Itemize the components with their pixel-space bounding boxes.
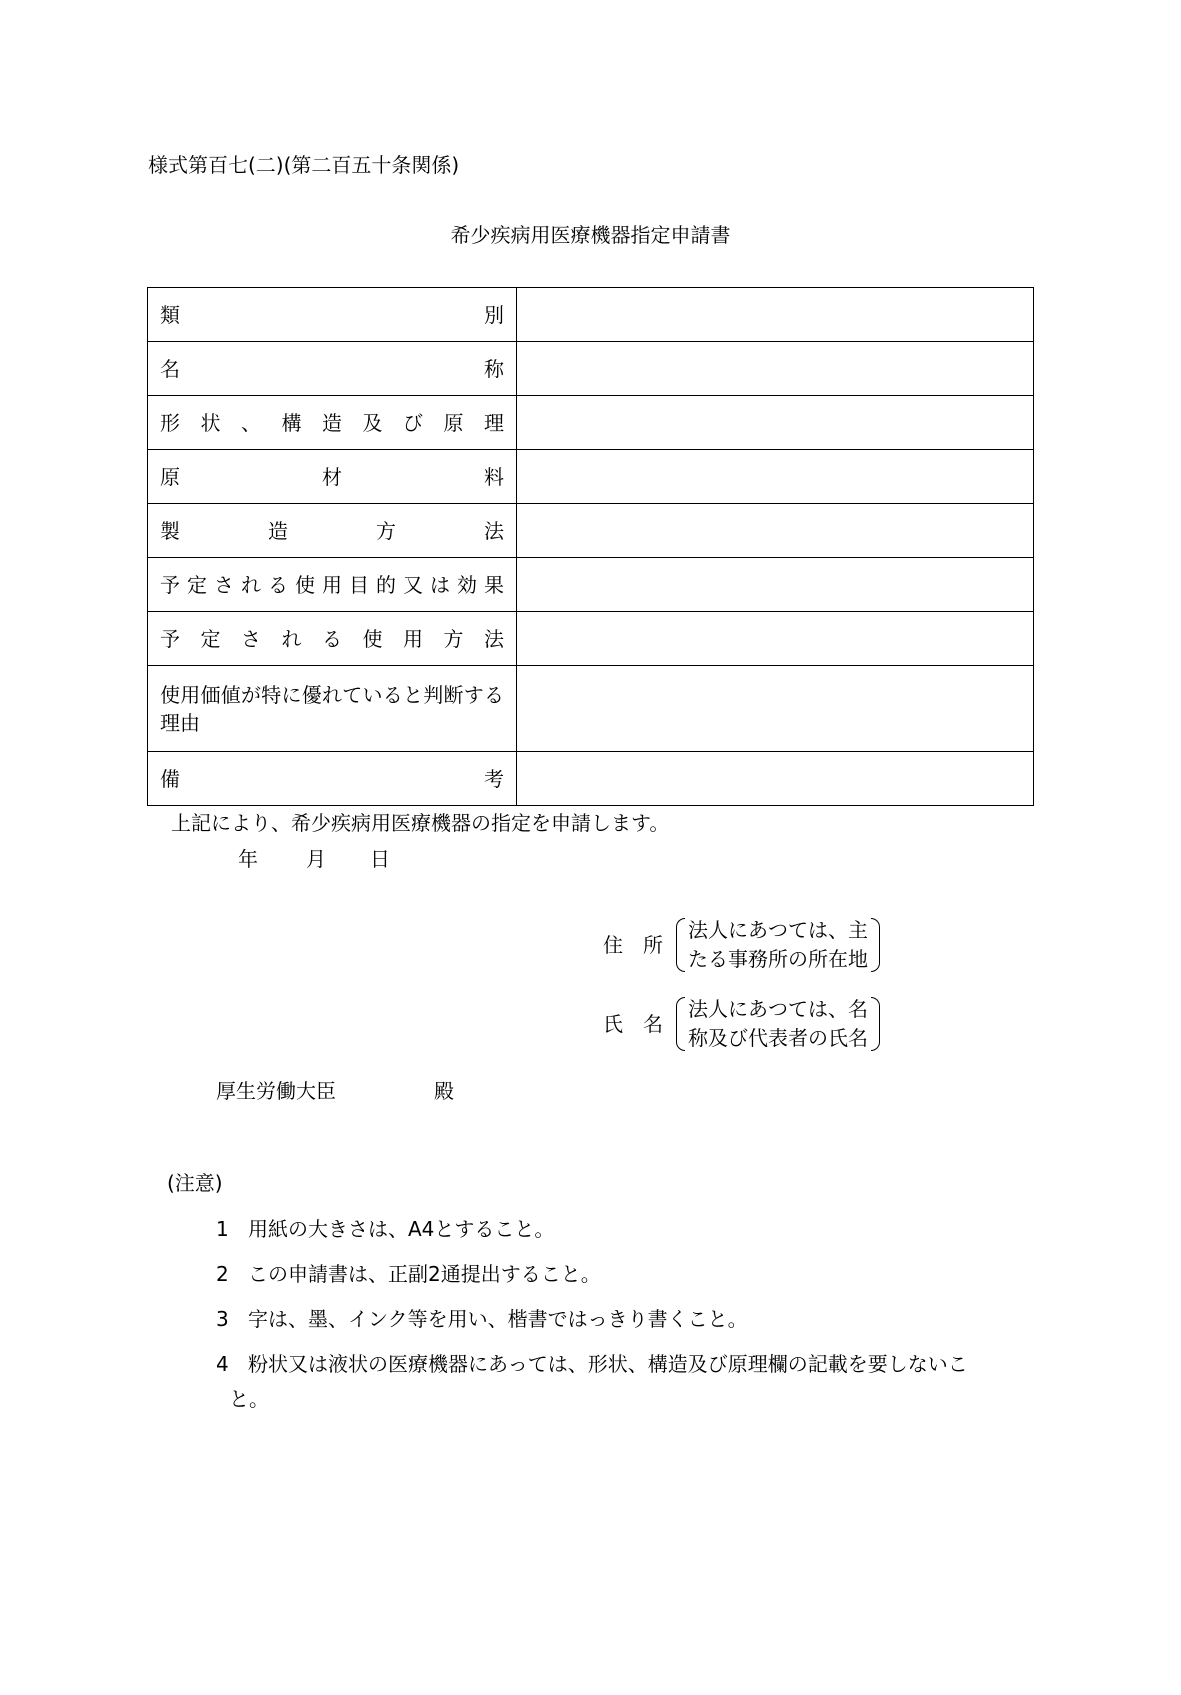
row-value-field[interactable]	[517, 612, 1034, 666]
row-label: 予定される使用方法	[148, 612, 517, 666]
row-value-field[interactable]	[517, 288, 1034, 342]
note-number: 2	[216, 1262, 229, 1286]
page-title: 希少疾病用医療機器指定申請書	[450, 223, 731, 247]
address-note-line1: 法人にあつては、主	[688, 918, 868, 942]
row-label: 使用価値が特に優れていると判断する理由	[148, 666, 517, 752]
table-row	[148, 342, 1034, 396]
address-note-line2: たる事務所の所在地	[688, 947, 868, 971]
row-value-field[interactable]	[517, 504, 1034, 558]
name-note-line2: 称及び代表者の氏名	[688, 1026, 868, 1050]
row-label: 予定される使用目的又は効果	[148, 558, 517, 612]
row-value-field[interactable]	[517, 558, 1034, 612]
row-label: 備考	[148, 752, 517, 806]
note-text: この申請書は、正副2通提出すること。	[248, 1262, 601, 1286]
note-text: 用紙の大きさは、A4とすること。	[248, 1217, 555, 1241]
table-row	[148, 396, 1034, 450]
table-row	[148, 666, 1034, 752]
date-month: 月	[306, 847, 326, 871]
row-label: 類別	[148, 288, 517, 342]
table-row	[148, 558, 1034, 612]
row-value-field[interactable]	[517, 450, 1034, 504]
table-row	[148, 752, 1034, 806]
table-row	[148, 504, 1034, 558]
row-label: 製造方法	[148, 504, 517, 558]
table-row	[148, 612, 1034, 666]
name-note	[676, 995, 880, 1053]
name-note-line1: 法人にあつては、名	[688, 997, 868, 1021]
note-text: 字は、墨、インク等を用い、楷書ではっきり書くこと。	[248, 1307, 748, 1331]
row-value-field[interactable]	[517, 666, 1034, 752]
row-label: 名称	[148, 342, 517, 396]
statement: 上記により、希少疾病用医療機器の指定を申請します。	[171, 811, 670, 835]
table-row	[148, 288, 1034, 342]
row-value-field[interactable]	[517, 342, 1034, 396]
addressee-honorific: 殿	[434, 1079, 454, 1103]
row-value-field[interactable]	[517, 396, 1034, 450]
row-label: 形状、構造及び原理	[148, 396, 517, 450]
row-label: 原材料	[148, 450, 517, 504]
note-number: 3	[216, 1307, 229, 1331]
row-value-field[interactable]	[517, 752, 1034, 806]
addressee-title: 厚生労働大臣	[216, 1079, 336, 1103]
note-number: 1	[216, 1217, 229, 1241]
note-text: 粉状又は液状の医療機器にあっては、形状、構造及び原理欄の記載を要しないこ	[248, 1352, 968, 1376]
address-label: 住 所	[603, 933, 663, 957]
notes-heading: (注意)	[167, 1171, 223, 1195]
note-text-continuation: と。	[229, 1387, 269, 1411]
application-table	[147, 287, 1034, 806]
note-number: 4	[216, 1352, 229, 1376]
name-label: 氏 名	[603, 1012, 663, 1036]
address-note	[676, 916, 880, 974]
form-number: 様式第百七(二)(第二百五十条関係)	[148, 153, 460, 177]
table-row	[148, 450, 1034, 504]
date-day: 日	[370, 847, 390, 871]
date-year: 年	[238, 847, 258, 871]
